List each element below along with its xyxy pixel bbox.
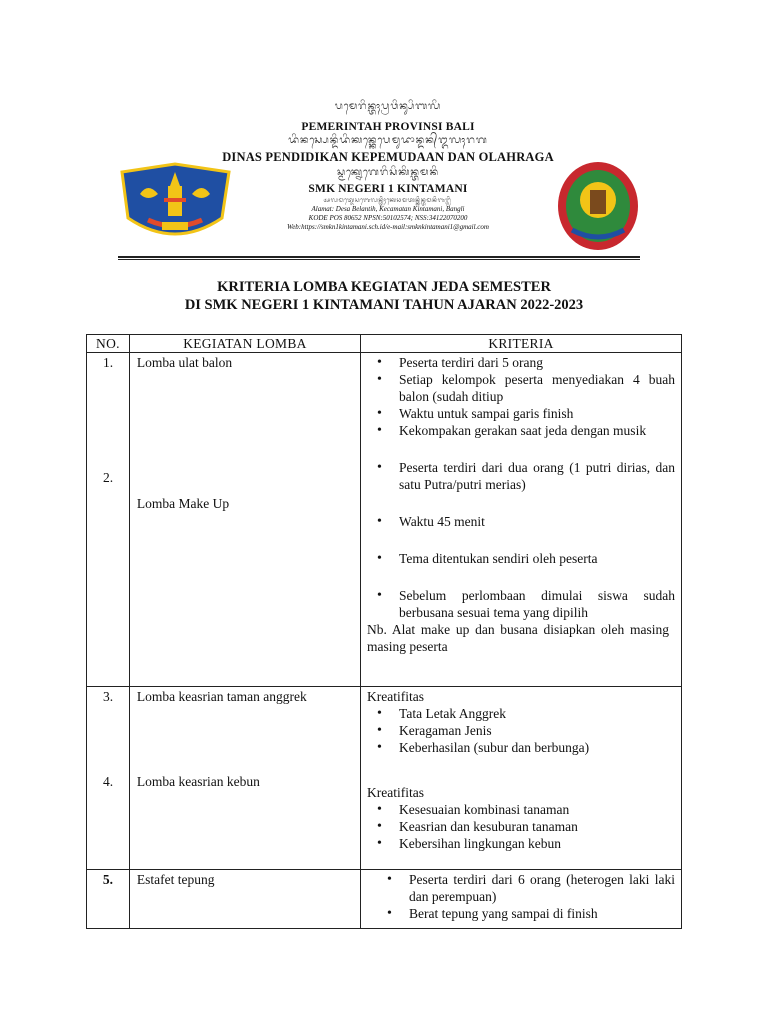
table-row bbox=[87, 870, 682, 929]
bali-province-logo bbox=[118, 158, 233, 250]
table-header-row bbox=[87, 335, 682, 353]
row2-kegiatan-b: Lomba keasrian kebun bbox=[136, 774, 260, 789]
list-item: • Keragaman Jenis bbox=[361, 722, 675, 739]
row2-kegiatan-a: Lomba keasrian taman anggrek bbox=[136, 689, 307, 704]
list-item: • Kebersihan lingkungan kebun bbox=[361, 835, 675, 852]
balinese-script-line-1: ᬧᬫᬾᬭᬶᬦ᭄ᬢᬄᬧ᭄ᬭᬯᬶᬦ᭄ᬲᬶᬩᬮᬶ bbox=[334, 101, 442, 112]
row1-note: Nb. Alat make up dan busana disiapkan oleh masing masing peserta bbox=[367, 622, 669, 654]
row1-kegiatan-a: Lomba ulat balon bbox=[136, 355, 233, 370]
letterhead bbox=[118, 100, 640, 260]
title-line-1: KRITERIA LOMBA KEGIATAN JEDA SEMESTER bbox=[217, 279, 551, 295]
list-item: • Peserta terdiri dari 6 orang (heterogen laki laki dan perempuan) bbox=[371, 871, 675, 905]
list-item: • Keberhasilan (subur dan berbunga) bbox=[361, 739, 675, 756]
list-item: • Peserta terdiri dari dua orang (1 putri dirias, dan satu Putra/putri merias) bbox=[361, 459, 675, 493]
row3-no: 5. bbox=[102, 872, 113, 887]
row1-list-a bbox=[361, 354, 675, 439]
header-kriteria: KRITERIA bbox=[361, 335, 682, 353]
table-row bbox=[87, 687, 682, 870]
row1-kriteria-cell bbox=[361, 353, 682, 687]
row2-no-cell bbox=[87, 687, 130, 870]
row2-heading-a: Kreatifitas bbox=[367, 689, 425, 704]
letterhead-government: PEMERINTAH PROVINSI BALI bbox=[301, 121, 475, 133]
row3-list bbox=[361, 871, 675, 922]
row1-no-a: 1. bbox=[102, 355, 114, 370]
list-item: • Tata Letak Anggrek bbox=[361, 705, 675, 722]
row2-kriteria-cell bbox=[361, 687, 682, 870]
row1-kegiatan-cell bbox=[129, 353, 360, 687]
criteria-table bbox=[86, 334, 682, 929]
letterhead-postal: KODE POS 80652 NPSN:50102574; NSS:34122070200 bbox=[308, 214, 468, 222]
letterhead-rule bbox=[118, 256, 640, 258]
table-row bbox=[87, 353, 682, 687]
list-item: • Waktu 45 menit bbox=[361, 513, 675, 530]
letterhead-address: Alamat: Desa Belantih, Kecamatan Kintamani, Bangli bbox=[311, 205, 465, 213]
title-line-2: DI SMK NEGERI 1 KINTAMANI TAHUN AJARAN 2022-2023 bbox=[184, 297, 584, 313]
row2-list-a bbox=[361, 705, 675, 756]
list-item: • Setiap kelompok peserta menyediakan 4 buah balon (sudah ditiup bbox=[361, 371, 675, 405]
row3-kegiatan-cell bbox=[129, 870, 360, 929]
row2-kegiatan-cell bbox=[129, 687, 360, 870]
row1-no-b: 2. bbox=[102, 470, 114, 485]
row2-no-a: 3. bbox=[102, 689, 114, 704]
document-title bbox=[86, 278, 682, 314]
school-logo bbox=[556, 160, 640, 252]
list-item: • Peserta terdiri dari 5 orang bbox=[361, 354, 675, 371]
balinese-script-line-3: ᬲ᭄ᬫᬓ᭄ᬦᬾᬕᬾᬭᬶᬲᬶᬓᬶᬦ᭄ᬢᬫᬦᬶ bbox=[336, 167, 440, 178]
balinese-script-line-4: ᬅᬮᬫᬢ᭄ᬤᬾᬲᬩᬾᬮᬦ᭄ᬢᬶᬄᬓᬾᬘᬫᬢᬦ᭄ᬓᬶᬦ᭄ᬢᬫᬦᬶᬩᬗ᭄ᬮᬶ bbox=[323, 197, 453, 204]
list-item: • Keasrian dan kesuburan tanaman bbox=[361, 818, 675, 835]
list-item: • Kesesuaian kombinasi tanaman bbox=[361, 801, 675, 818]
letterhead-web: Web:https://smkn1kintamani.sch.id/e-mail:smknkintamani1@gmail.com bbox=[287, 223, 489, 231]
row1-kegiatan-b: Lomba Make Up bbox=[136, 496, 230, 511]
row2-heading-b: Kreatifitas bbox=[367, 785, 425, 800]
list-item: • Kekompakan gerakan saat jeda dengan musik bbox=[361, 422, 675, 439]
list-item: • Berat tepung yang sampai di finish bbox=[371, 905, 675, 922]
list-item: • Waktu untuk sampai garis finish bbox=[361, 405, 675, 422]
row2-list-b bbox=[361, 801, 675, 852]
balinese-script-line-2: ᬤᬶᬦᬲ᭄ᬧᬾᬦ᭄ᬤᬶᬤᬶᬓᬦ᭄ᬓᬾᬧᬾᬫᬸᬤᬵᬦ᭄ᬤᬦ᭄ᬑᬮᬄᬭᬕ bbox=[288, 135, 488, 146]
row1-no-cell bbox=[87, 353, 130, 687]
list-item: • Sebelum perlombaan dimulai siswa sudah berbusana sesuai tema yang dipilih bbox=[361, 587, 675, 621]
letterhead-rule-thin bbox=[118, 259, 640, 260]
row3-kegiatan: Estafet tepung bbox=[136, 872, 215, 887]
letterhead-agency: DINAS PENDIDIKAN KEPEMUDAAN DAN OLAHRAGA bbox=[222, 150, 554, 164]
row3-no-cell bbox=[87, 870, 130, 929]
letterhead-school: SMK NEGERI 1 KINTAMANI bbox=[308, 183, 468, 195]
list-item: • Tema ditentukan sendiri oleh peserta bbox=[361, 550, 675, 567]
header-no: NO. bbox=[87, 335, 130, 353]
header-kegiatan: KEGIATAN LOMBA bbox=[129, 335, 360, 353]
row1-list-b bbox=[361, 459, 675, 621]
row3-kriteria-cell bbox=[361, 870, 682, 929]
row2-no-b: 4. bbox=[102, 774, 114, 789]
